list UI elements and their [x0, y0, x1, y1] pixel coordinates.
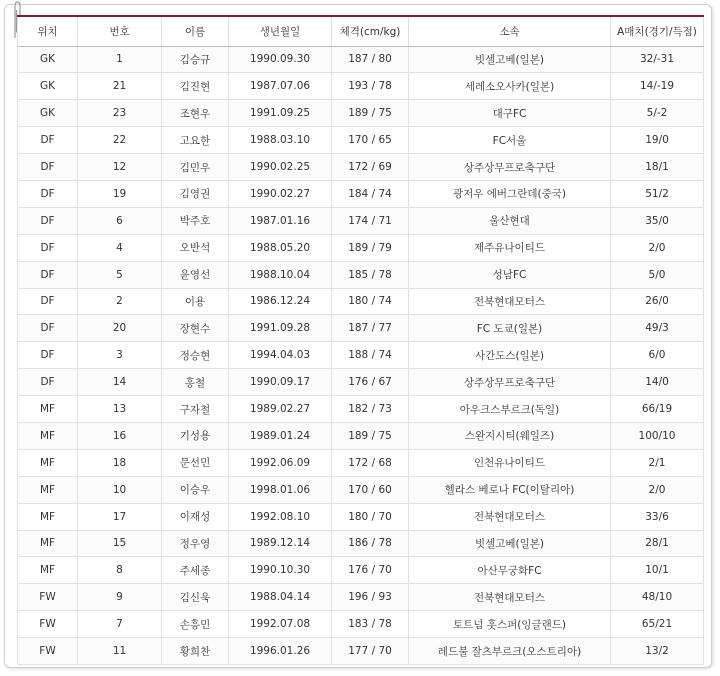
cell-club: 빗셀고베(일본)	[409, 530, 611, 557]
cell-club: 성남FC	[409, 261, 611, 288]
cell-a-match: 2/0	[611, 234, 704, 261]
cell-physique: 170 / 65	[332, 127, 409, 154]
cell-birthdate: 1992.07.08	[229, 611, 332, 638]
cell-physique: 184 / 74	[332, 180, 409, 207]
cell-a-match: 6/0	[611, 342, 704, 369]
cell-position: DF	[18, 207, 78, 234]
table-row	[18, 638, 704, 665]
cell-a-match: 48/10	[611, 584, 704, 611]
cell-number: 13	[78, 396, 162, 423]
cell-physique: 174 / 71	[332, 207, 409, 234]
cell-a-match: 28/1	[611, 530, 704, 557]
cell-physique: 183 / 78	[332, 611, 409, 638]
cell-number: 2	[78, 288, 162, 315]
cell-name: 김진현	[162, 73, 229, 100]
cell-a-match: 18/1	[611, 154, 704, 181]
table-row	[18, 46, 704, 73]
cell-a-match: 5/0	[611, 261, 704, 288]
cell-name: 김승규	[162, 46, 229, 73]
table-row	[18, 127, 704, 154]
cell-name: 주세종	[162, 557, 229, 584]
table-row	[18, 207, 704, 234]
cell-birthdate: 1987.01.16	[229, 207, 332, 234]
cell-position: DF	[18, 180, 78, 207]
cell-birthdate: 1989.01.24	[229, 422, 332, 449]
cell-position: GK	[18, 100, 78, 127]
cell-position: GK	[18, 73, 78, 100]
cell-name: 정우영	[162, 530, 229, 557]
cell-number: 17	[78, 503, 162, 530]
cell-position: FW	[18, 638, 78, 665]
cell-club: 사간도스(일본)	[409, 342, 611, 369]
cell-a-match: 2/0	[611, 476, 704, 503]
table-row	[18, 476, 704, 503]
table-row	[18, 369, 704, 396]
cell-birthdate: 1988.05.20	[229, 234, 332, 261]
cell-number: 20	[78, 315, 162, 342]
cell-birthdate: 1988.03.10	[229, 127, 332, 154]
cell-name: 구자철	[162, 396, 229, 423]
cell-birthdate: 1990.09.17	[229, 369, 332, 396]
table-row	[18, 234, 704, 261]
cell-birthdate: 1988.04.14	[229, 584, 332, 611]
cell-club: 토트넘 홋스퍼(잉글랜드)	[409, 611, 611, 638]
table-row	[18, 611, 704, 638]
header-row	[18, 16, 704, 46]
cell-number: 23	[78, 100, 162, 127]
cell-number: 9	[78, 584, 162, 611]
cell-a-match: 66/19	[611, 396, 704, 423]
cell-position: DF	[18, 261, 78, 288]
cell-position: DF	[18, 315, 78, 342]
cell-position: MF	[18, 422, 78, 449]
cell-birthdate: 1994.04.03	[229, 342, 332, 369]
table-row	[18, 584, 704, 611]
cell-a-match: 13/2	[611, 638, 704, 665]
cell-name: 이승우	[162, 476, 229, 503]
table-row	[18, 396, 704, 423]
header-position: 위치	[18, 16, 78, 46]
cell-name: 김민우	[162, 154, 229, 181]
table-row	[18, 288, 704, 315]
cell-club: 전북현대모터스	[409, 503, 611, 530]
header-physique: 체격(cm/kg)	[332, 16, 409, 46]
table-row	[18, 530, 704, 557]
cell-name: 기성용	[162, 422, 229, 449]
cell-position: MF	[18, 449, 78, 476]
cell-club: 광저우 에버그란데(중국)	[409, 180, 611, 207]
cell-name: 손흥민	[162, 611, 229, 638]
cell-physique: 189 / 75	[332, 100, 409, 127]
cell-club: 전북현대모터스	[409, 288, 611, 315]
cell-number: 3	[78, 342, 162, 369]
cell-position: FW	[18, 584, 78, 611]
cell-physique: 170 / 60	[332, 476, 409, 503]
table-row	[18, 154, 704, 181]
cell-number: 10	[78, 476, 162, 503]
cell-position: MF	[18, 476, 78, 503]
cell-name: 문선민	[162, 449, 229, 476]
cell-birthdate: 1992.06.09	[229, 449, 332, 476]
cell-birthdate: 1989.02.27	[229, 396, 332, 423]
cell-name: 정승현	[162, 342, 229, 369]
cell-name: 조현우	[162, 100, 229, 127]
cell-a-match: 19/0	[611, 127, 704, 154]
header-name: 이름	[162, 16, 229, 46]
table-body	[18, 46, 704, 664]
cell-physique: 188 / 74	[332, 342, 409, 369]
cell-club: 전북현대모터스	[409, 584, 611, 611]
cell-name: 오반석	[162, 234, 229, 261]
cell-physique: 182 / 73	[332, 396, 409, 423]
cell-number: 16	[78, 422, 162, 449]
cell-number: 19	[78, 180, 162, 207]
cell-name: 김영권	[162, 180, 229, 207]
table-row	[18, 100, 704, 127]
cell-a-match: 5/-2	[611, 100, 704, 127]
cell-birthdate: 1991.09.28	[229, 315, 332, 342]
cell-club: 레드불 잘츠부르크(오스트리아)	[409, 638, 611, 665]
cell-name: 이재성	[162, 503, 229, 530]
cell-number: 1	[78, 46, 162, 73]
cell-physique: 186 / 78	[332, 530, 409, 557]
cell-a-match: 2/1	[611, 449, 704, 476]
cell-number: 21	[78, 73, 162, 100]
cell-position: DF	[18, 342, 78, 369]
cell-number: 11	[78, 638, 162, 665]
header-number: 번호	[78, 16, 162, 46]
table-row	[18, 73, 704, 100]
cell-position: FW	[18, 611, 78, 638]
cell-physique: 187 / 77	[332, 315, 409, 342]
cell-physique: 177 / 70	[332, 638, 409, 665]
cell-position: DF	[18, 127, 78, 154]
table-row	[18, 422, 704, 449]
cell-physique: 189 / 79	[332, 234, 409, 261]
cell-a-match: 49/3	[611, 315, 704, 342]
cell-club: 상주상무프로축구단	[409, 154, 611, 181]
cell-a-match: 10/1	[611, 557, 704, 584]
cell-a-match: 14/-19	[611, 73, 704, 100]
cell-birthdate: 1987.07.06	[229, 73, 332, 100]
cell-club: 아우크스부르크(독일)	[409, 396, 611, 423]
cell-physique: 172 / 69	[332, 154, 409, 181]
cell-club: 울산현대	[409, 207, 611, 234]
cell-position: DF	[18, 288, 78, 315]
cell-birthdate: 1992.08.10	[229, 503, 332, 530]
cell-a-match: 35/0	[611, 207, 704, 234]
table-row	[18, 261, 704, 288]
cell-birthdate: 1990.02.25	[229, 154, 332, 181]
squad-table	[17, 15, 704, 665]
cell-physique: 187 / 80	[332, 46, 409, 73]
cell-club: FC서울	[409, 127, 611, 154]
cell-a-match: 14/0	[611, 369, 704, 396]
cell-physique: 196 / 93	[332, 584, 409, 611]
table-row	[18, 449, 704, 476]
cell-club: 상주상무프로축구단	[409, 369, 611, 396]
cell-number: 5	[78, 261, 162, 288]
cell-birthdate: 1988.10.04	[229, 261, 332, 288]
cell-club: 세레소오사카(일본)	[409, 73, 611, 100]
cell-name: 고요한	[162, 127, 229, 154]
cell-birthdate: 1989.12.14	[229, 530, 332, 557]
cell-physique: 180 / 70	[332, 503, 409, 530]
cell-club: 대구FC	[409, 100, 611, 127]
header-club: 소속	[409, 16, 611, 46]
cell-position: GK	[18, 46, 78, 73]
cell-club: 아산무궁화FC	[409, 557, 611, 584]
cell-a-match: 32/-31	[611, 46, 704, 73]
cell-name: 장현수	[162, 315, 229, 342]
cell-birthdate: 1986.12.24	[229, 288, 332, 315]
cell-position: DF	[18, 154, 78, 181]
cell-club: 제주유나이티드	[409, 234, 611, 261]
cell-position: DF	[18, 234, 78, 261]
cell-physique: 176 / 67	[332, 369, 409, 396]
cell-a-match: 26/0	[611, 288, 704, 315]
header-birthdate: 생년월일	[229, 16, 332, 46]
cell-club: 인천유나이티드	[409, 449, 611, 476]
cell-physique: 172 / 68	[332, 449, 409, 476]
cell-position: MF	[18, 557, 78, 584]
cell-physique: 189 / 75	[332, 422, 409, 449]
cell-number: 14	[78, 369, 162, 396]
cell-birthdate: 1990.09.30	[229, 46, 332, 73]
cell-name: 박주호	[162, 207, 229, 234]
cell-a-match: 33/6	[611, 503, 704, 530]
cell-number: 15	[78, 530, 162, 557]
cell-birthdate: 1996.01.26	[229, 638, 332, 665]
cell-physique: 180 / 74	[332, 288, 409, 315]
table-row	[18, 315, 704, 342]
cell-position: MF	[18, 503, 78, 530]
cell-club: 헬라스 베로나 FC(이탈리아)	[409, 476, 611, 503]
table-row	[18, 180, 704, 207]
table-row	[18, 557, 704, 584]
cell-name: 윤영선	[162, 261, 229, 288]
table-row	[18, 503, 704, 530]
cell-physique: 193 / 78	[332, 73, 409, 100]
cell-number: 7	[78, 611, 162, 638]
cell-club: 빗셀고베(일본)	[409, 46, 611, 73]
cell-birthdate: 1991.09.25	[229, 100, 332, 127]
cell-number: 6	[78, 207, 162, 234]
cell-position: MF	[18, 396, 78, 423]
cell-a-match: 51/2	[611, 180, 704, 207]
cell-a-match: 100/10	[611, 422, 704, 449]
cell-number: 18	[78, 449, 162, 476]
cell-physique: 185 / 78	[332, 261, 409, 288]
cell-number: 8	[78, 557, 162, 584]
cell-club: 스완지시티(웨일즈)	[409, 422, 611, 449]
cell-position: MF	[18, 530, 78, 557]
cell-number: 4	[78, 234, 162, 261]
cell-number: 22	[78, 127, 162, 154]
cell-birthdate: 1998.01.06	[229, 476, 332, 503]
cell-name: 이용	[162, 288, 229, 315]
cell-name: 황희찬	[162, 638, 229, 665]
header-a-match: A매치(경기/득점)	[611, 16, 704, 46]
cell-name: 김신욱	[162, 584, 229, 611]
cell-position: DF	[18, 369, 78, 396]
cell-a-match: 65/21	[611, 611, 704, 638]
cell-number: 12	[78, 154, 162, 181]
cell-club: FC 도쿄(일본)	[409, 315, 611, 342]
cell-birthdate: 1990.02.27	[229, 180, 332, 207]
cell-physique: 176 / 70	[332, 557, 409, 584]
cell-birthdate: 1990.10.30	[229, 557, 332, 584]
cell-name: 홍철	[162, 369, 229, 396]
table-row	[18, 342, 704, 369]
